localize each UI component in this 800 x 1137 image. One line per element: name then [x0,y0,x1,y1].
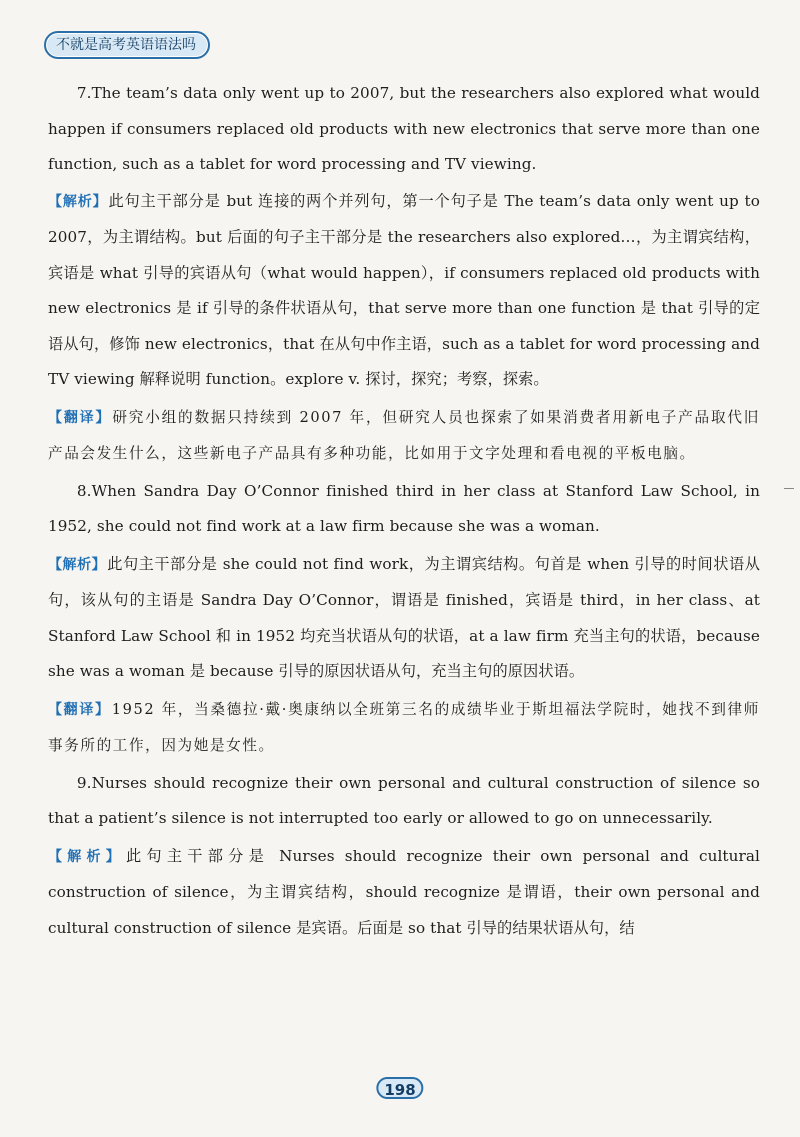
translation-tag: 【翻译】 [48,409,112,426]
header-badge: 不就是高考英语语法吗 [44,31,210,59]
translation-tag: 【翻译】 [48,701,111,718]
sentence-text: 9.Nurses should recognize their own personal and cultural construction of silence so that a patient’s silence is not interrupted too early or allowed to go on unnecessarily. [48,773,760,827]
sentence-text: 7.The team’s data only went up to 2007, but the researchers also explored what would happen if consumers replaced old products with new electronics that serve more than one function, such as a tablet for word processing and TV viewing. [48,84,760,173]
analysis-text: 此句主干部分是 she could not find work，为主谓宾结构。句首是 when 引导的时间状语从句，该从句的主语是 Sandra Day O’Connor，谓语是 finished，宾语是 third，in her class、at Stanford Law School 和 in 1952 均充当状语从句的状语，at a law firm 充当主句的状语，because she was a woman 是 because 引导的原因状语从句，充当主句的原因状语。 [48,554,760,680]
translation-text: 研究小组的数据只持续到 2007 年，但研究人员也探索了如果消费者用新电子产品取代旧产品会发生什么，这些新电子产品具有多种功能，比如用于文字处理和看电视的平板电脑。 [48,408,760,462]
analysis-text: 此句主干部分是 but 连接的两个并列句，第一个句子是 The team’s data only went up to 2007，为主谓结构。but 后面的句子主干部分是 the researchers also explored…，为主谓宾结构，宾语是 what 引导的宾语从句（what would happen），if consumers replaced old products with new electronics 是 if 引导的条件状语从句，that serve more than one function 是 that 引导的定语从句，修饰 new electronics，that 在从句中作主语，such as a tablet for word processing and TV viewing 解释说明 function。explore v. 探讨，探究；考察，探索。 [48,191,760,388]
analysis-9 [48,839,760,947]
translation-7 [48,400,760,472]
analysis-tag: 【解析】 [48,193,108,210]
analysis-tag: 【解析】 [48,848,125,865]
page-number: 198 [376,1077,423,1099]
sentence-8 [48,474,760,545]
sentence-text: 8.When Sandra Day O’Connor finished third in her class at Stanford Law School, in 1952, she could not find work at a law firm because she was a woman. [48,481,760,535]
analysis-8 [48,547,760,690]
page-edge-mark [784,488,794,489]
sentence-9 [48,766,760,837]
analysis-7 [48,184,760,398]
analysis-text: 此句主干部分是 Nurses should recognize their own personal and cultural construction of silence，为主谓宾结构，should recognize 是谓语，their own personal and cultural construction of silence 是宾语。后面是 so that 引导的结果状语从句，结 [48,846,760,937]
document-content [48,76,760,946]
translation-text: 1952 年，当桑德拉·戴·奥康纳以全班第三名的成绩毕业于斯坦福法学院时，她找不到律师事务所的工作，因为她是女性。 [48,700,760,754]
analysis-tag: 【解析】 [48,556,107,573]
sentence-7 [48,76,760,183]
translation-8 [48,692,760,764]
